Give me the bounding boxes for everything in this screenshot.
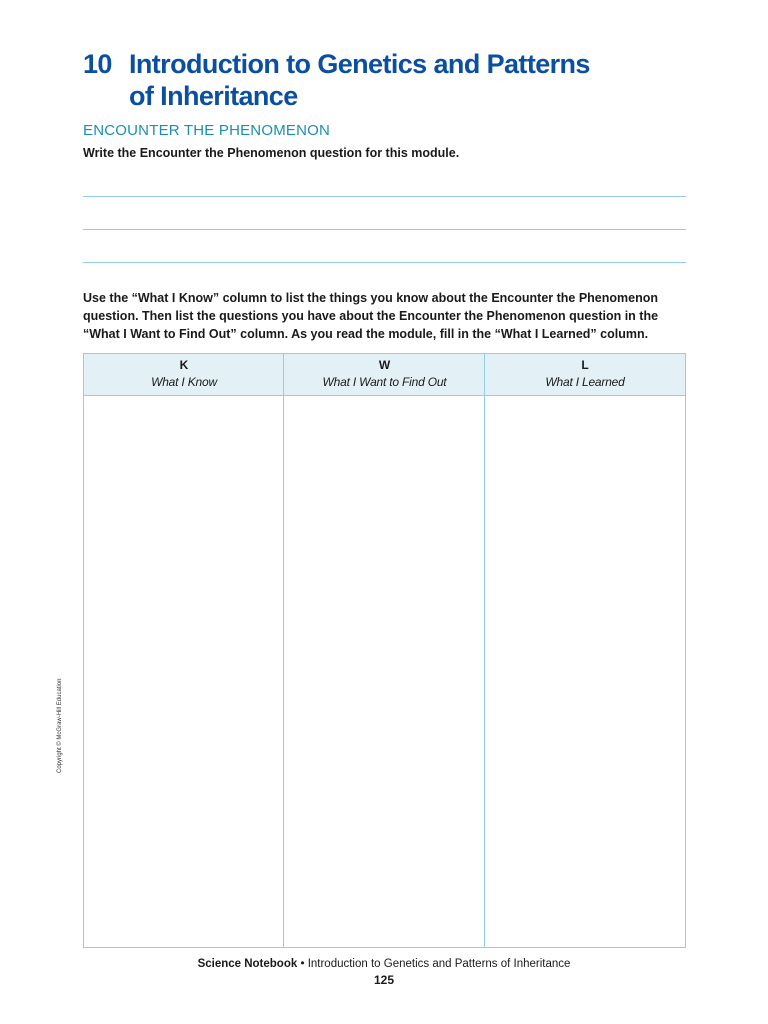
kwl-cell-what-i-know[interactable] [84, 396, 283, 947]
footer [0, 958, 768, 970]
kwl-table [83, 353, 686, 948]
copyright-notice: Copyright © McGraw-Hill Education [57, 678, 63, 773]
footer-title: Introduction to Genetics and Patterns of Inheritance [307, 958, 571, 970]
footer-separator: • [297, 958, 308, 970]
kwl-header-k [84, 354, 284, 396]
kwl-label-l: What I Learned [545, 375, 625, 389]
instructions-text: Use the “What I Know” column to list the things you know about the Encounter the Phenomenon question. Then list the questions you have about the Encounter the Phenomenon question in the “What I Want to Find Out” column. As you read the module, fill in the “What I Learned” column. [83, 291, 659, 341]
kwl-label-w: What I Want to Find Out [322, 375, 447, 389]
page-number: 125 [373, 973, 395, 987]
kwl-letter-l: L [581, 358, 589, 372]
chapter-title-line1: Introduction to Genetics and Patterns [129, 49, 590, 79]
kwl-label-k: What I Know [151, 375, 217, 389]
chapter-number: 10 [83, 49, 112, 79]
kwl-letter-k: K [179, 358, 189, 372]
answer-line-1[interactable] [83, 196, 686, 197]
chapter-title-text [129, 48, 689, 112]
kwl-header-w [284, 354, 485, 396]
kwl-letter-w: W [378, 358, 391, 372]
kwl-header-l [485, 354, 685, 396]
section-heading: ENCOUNTER THE PHENOMENON [83, 122, 331, 139]
footer-brand: Science Notebook [197, 958, 298, 970]
prompt-text: Write the Encounter the Phenomenon question for this module. [83, 146, 460, 160]
chapter-title-line2: of Inheritance [129, 81, 298, 111]
kwl-cell-what-i-learned[interactable] [485, 396, 685, 947]
kwl-cell-what-i-want-to-find-out[interactable] [284, 396, 484, 947]
answer-line-2[interactable] [83, 229, 686, 230]
answer-line-3[interactable] [83, 262, 686, 263]
